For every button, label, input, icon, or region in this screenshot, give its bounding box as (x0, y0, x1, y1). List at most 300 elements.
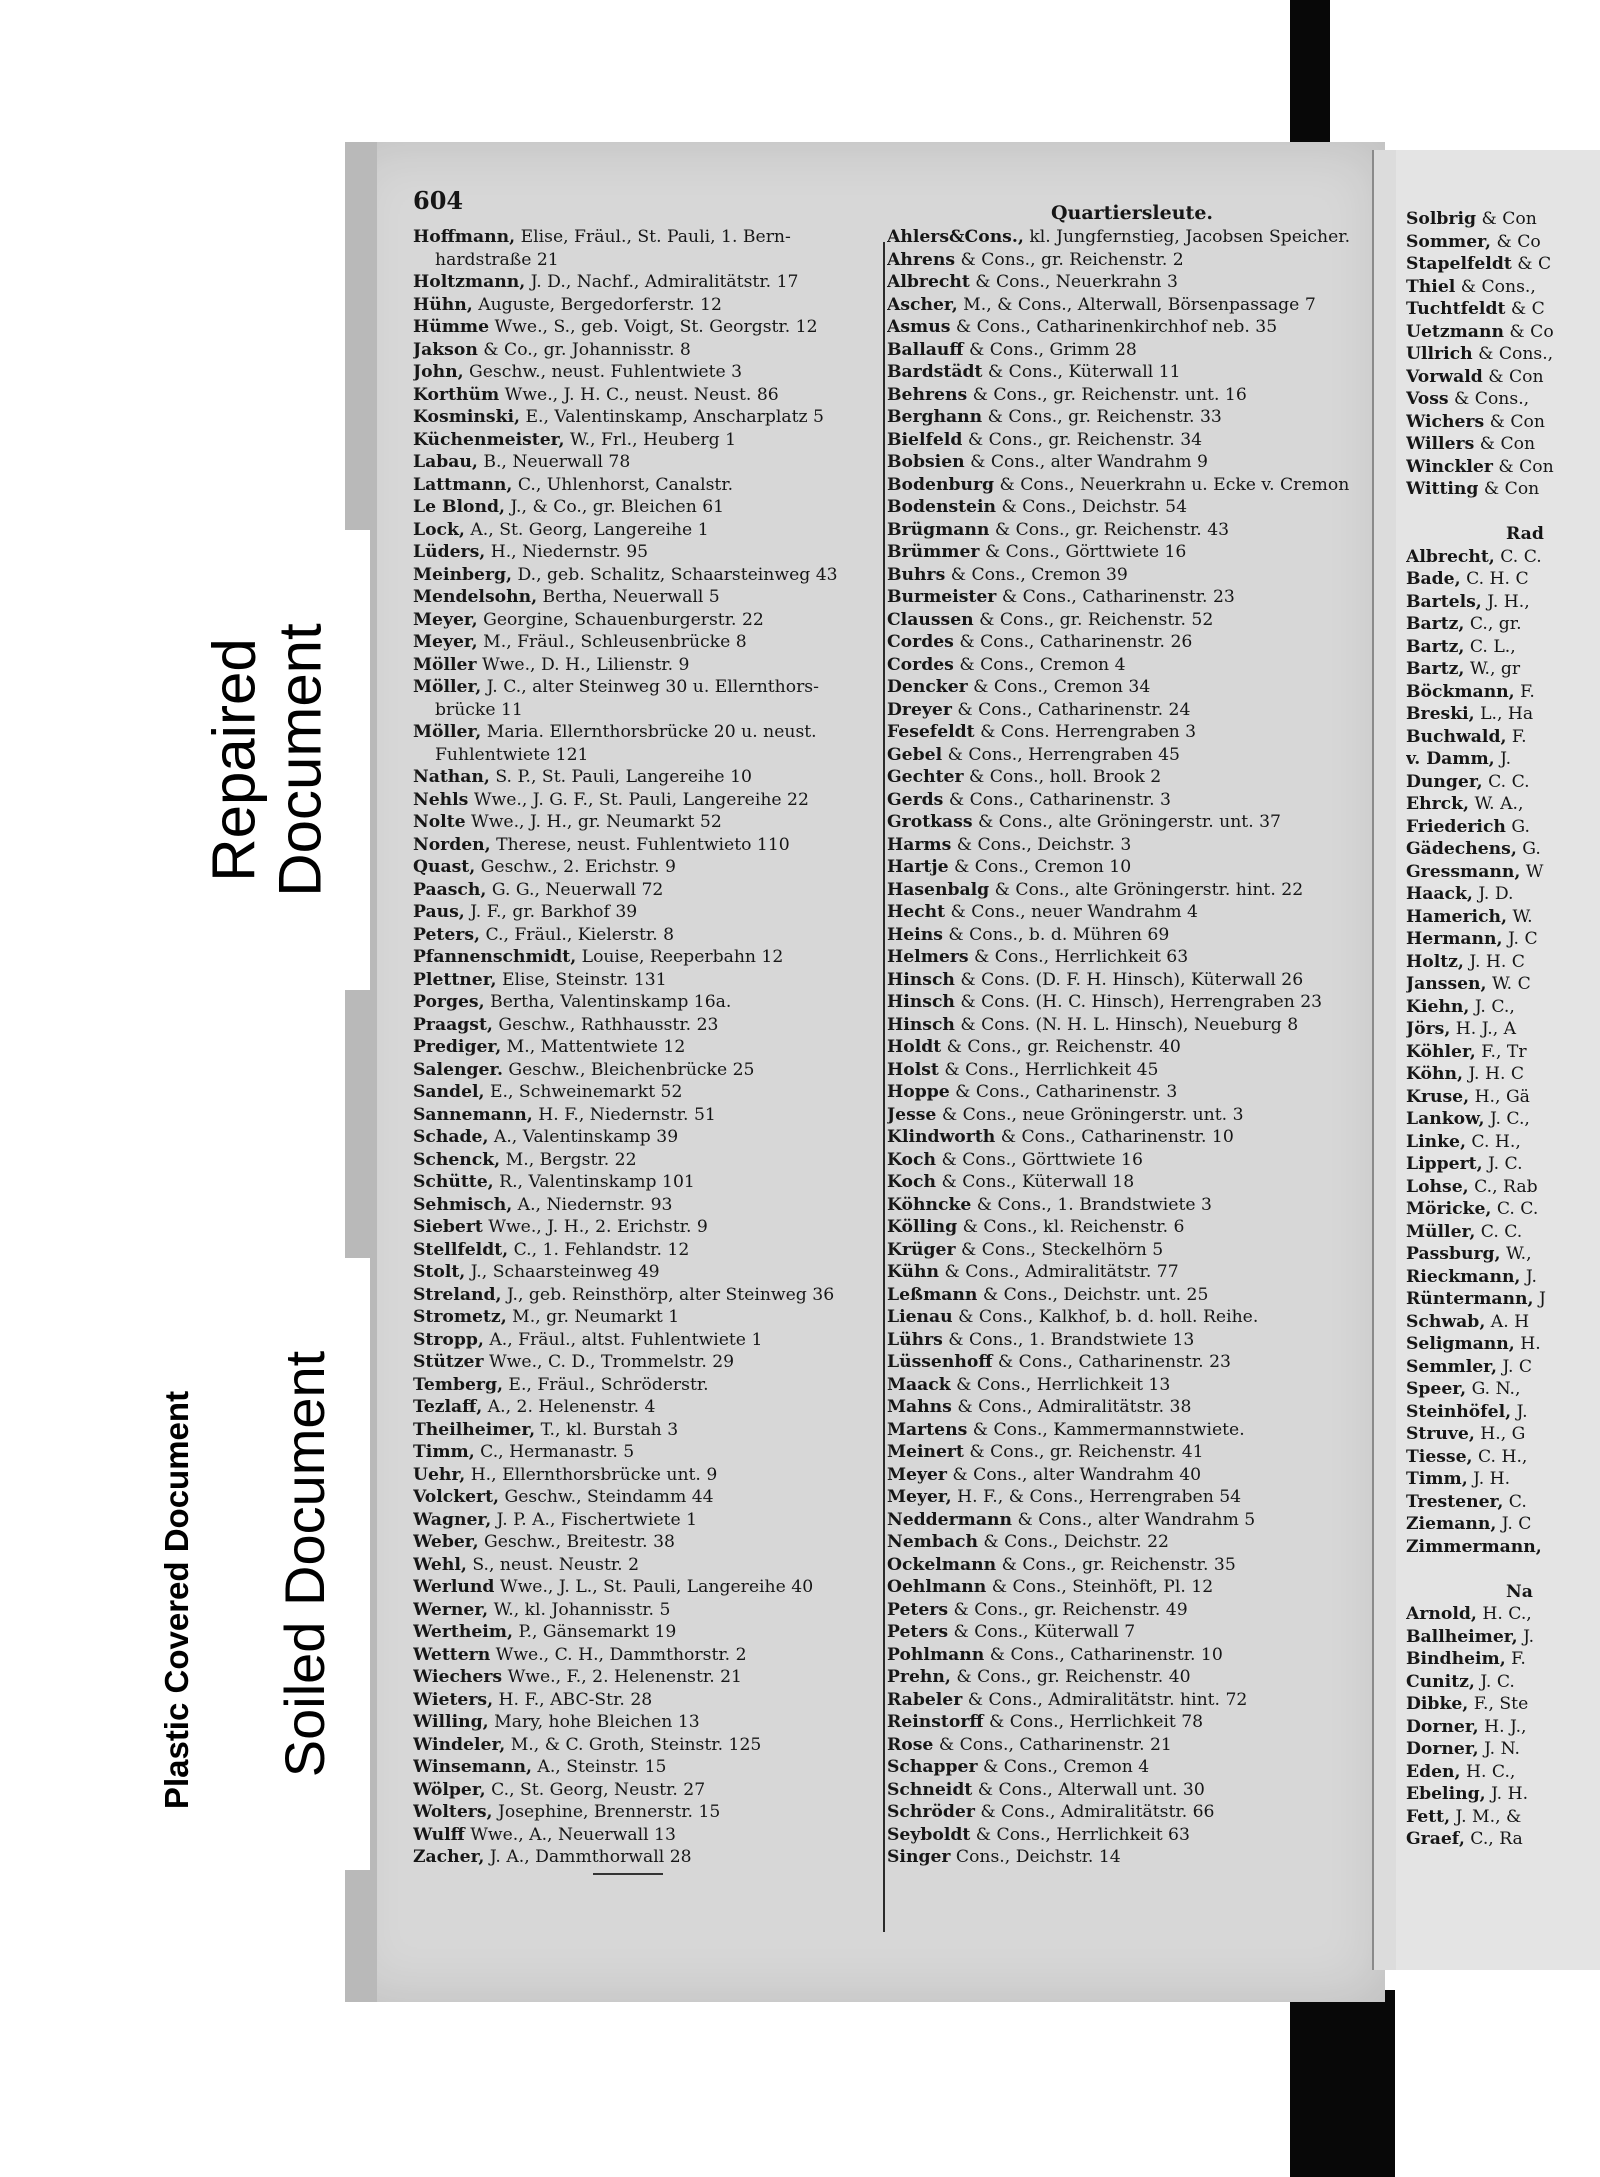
entry-details: W., (1506, 1244, 1532, 1264)
quartiersleute-entry (887, 249, 1377, 272)
entry-name: Prediger, (413, 1037, 502, 1057)
directory-entry (413, 1644, 878, 1667)
adjacent-entry (1406, 1311, 1554, 1334)
entry-name: Holtzmann, (413, 272, 526, 292)
entry-details: & Cons., kl. Reichenstr. 6 (962, 1217, 1185, 1237)
entry-name: Kiehn, (1406, 996, 1470, 1017)
quartiersleute-entry (887, 1329, 1377, 1352)
directory-entry (413, 1194, 878, 1217)
entry-details: & Cons., Catharinenstr. 3 (948, 789, 1171, 810)
entry-name: Kruse, (1406, 1086, 1470, 1107)
entry-details: A., Valentinskamp 39 (493, 1127, 679, 1147)
quartiersleute-entry (887, 721, 1377, 744)
adjacent-entry (1406, 1221, 1554, 1244)
entry-details: J. H. (1491, 1784, 1529, 1804)
entry-details: J. H. C (1468, 1064, 1525, 1084)
entry-details: & Cons., 1. Brandstwiete 3 (976, 1194, 1212, 1215)
entry-name: Thiel (1406, 276, 1456, 297)
adjacent-entry (1406, 928, 1554, 951)
entry-details: & Cons., Görttwiete 16 (984, 542, 1187, 562)
entry-details: H. F., Niedernstr. 51 (538, 1104, 716, 1125)
quartiersleute-entry (887, 1554, 1377, 1577)
directory-entry (413, 474, 878, 497)
entry-name: Koch (887, 1149, 936, 1170)
entry-details: G. (1522, 839, 1541, 859)
directory-entry (413, 676, 878, 699)
entry-name: Meyer, (413, 609, 478, 630)
entry-name: Wagner, (413, 1509, 492, 1530)
directory-entry (413, 1014, 878, 1037)
entry-name: Struve, (1406, 1424, 1475, 1444)
entry-details: Wwe., D. H., Lilienstr. 9 (482, 654, 690, 675)
entry-name: Dunger, (1406, 771, 1483, 792)
entry-name: Wölper, (413, 1779, 486, 1800)
adjacent-entry (1406, 973, 1554, 996)
entry-details: J. C., (1474, 996, 1515, 1017)
entry-name: Streland, (413, 1284, 502, 1305)
entry-details: Georgine, Schauenburgerstr. 22 (483, 609, 764, 630)
directory-entry (413, 1779, 878, 1802)
entry-name: Nathan, (413, 767, 490, 787)
entry-name: Hamerich, (1406, 906, 1508, 927)
entry-details: C., 1. Fehlandstr. 12 (513, 1239, 690, 1260)
entry-details: C. H., (1478, 1446, 1528, 1467)
directory-entry (413, 1441, 878, 1464)
entry-name: Wertheim, (413, 1622, 513, 1642)
entry-details: & Cons., Küterwall 7 (953, 1622, 1136, 1642)
entry-details: & Cons., Herrlichkeit 63 (974, 947, 1189, 967)
quartiersleute-entry (887, 271, 1377, 294)
entry-name: Meyer, (887, 1487, 952, 1507)
entry-details: & Cons., Catharinenstr. 10 (1000, 1127, 1234, 1147)
entry-name: Le Blond, (413, 497, 506, 517)
entry-details: & Cons., Küterwall 18 (941, 1172, 1135, 1192)
entry-name: Helmers (887, 947, 969, 967)
plastic-label-text: Plastic Covered Document (158, 1390, 195, 1810)
entry-name: Buchwald, (1406, 726, 1507, 747)
directory-entry (413, 1216, 878, 1239)
entry-details: J. P. A., Fischertwiete 1 (496, 1509, 698, 1530)
entry-details: & Cons., Alterwall unt. 30 (977, 1779, 1205, 1800)
quartiersleute-entry (887, 1846, 1377, 1869)
entry-name: Hasenbalg (887, 879, 990, 900)
entry-name: Winckler (1406, 456, 1493, 477)
entry-name: Trestener, (1406, 1491, 1504, 1512)
directory-entry (413, 1351, 878, 1374)
quartiersleute-entry (887, 1171, 1377, 1194)
directory-entry (413, 631, 878, 654)
quartiersleute-entry (887, 1779, 1377, 1802)
directory-entry (413, 1104, 878, 1127)
entry-details: & Cons., Cremon 34 (973, 677, 1151, 697)
directory-entry (413, 1419, 878, 1442)
entry-name: Gechter (887, 767, 964, 787)
adjacent-entry (1406, 1761, 1554, 1784)
adjacent-entry (1406, 1491, 1554, 1514)
adjacent-entry (1406, 1333, 1554, 1356)
entry-name: Oehlmann (887, 1577, 987, 1597)
entry-details: & Co., gr. Johannisstr. 8 (483, 339, 691, 360)
entry-name: Hinsch (887, 969, 955, 990)
entry-name: Labau, (413, 452, 478, 472)
directory-entry (413, 609, 878, 632)
entry-details: M., & C. Groth, Steinstr. 125 (510, 1734, 762, 1755)
entry-details: J (1538, 1289, 1546, 1309)
entry-details: & Cons., gr. Reichenstr. unt. 16 (972, 384, 1247, 405)
directory-entry (413, 766, 878, 789)
entry-details: & Cons., gr. Reichenstr. 41 (969, 1442, 1204, 1462)
quartiersleute-entry (887, 1261, 1377, 1284)
directory-entry (413, 969, 878, 992)
entry-details: Geschw., Steindamm 44 (504, 1487, 714, 1507)
quartiersleute-entry (887, 586, 1377, 609)
entry-name: Porges, (413, 992, 485, 1012)
entry-details: & Cons., Grimm 28 (968, 339, 1137, 360)
entry-details: H. F., & Cons., Herrengraben 54 (957, 1487, 1242, 1507)
entry-details: Bertha, Valentinskamp 16a. (490, 992, 732, 1012)
entry-details: B., Neuerwall 78 (483, 452, 631, 472)
directory-entry (413, 271, 878, 294)
entry-name: Schenck, (413, 1149, 501, 1170)
quartiersleute-entry (887, 1576, 1377, 1599)
entry-details: A. H (1490, 1311, 1530, 1332)
entry-details: & Cons., Kammermannstwiete. (972, 1419, 1245, 1440)
entry-name: Temberg, (413, 1374, 503, 1395)
entry-details: J. M., & (1455, 1806, 1522, 1827)
quartiersleute-entry (887, 1621, 1377, 1644)
entry-details: J. (1516, 1401, 1528, 1422)
entry-name: Müller, (1406, 1221, 1476, 1242)
adjacent-entry (1406, 1828, 1554, 1851)
entry-name: Buhrs (887, 564, 946, 585)
adjacent-entry (1406, 658, 1554, 681)
entry-details: C. H. C (1466, 569, 1529, 589)
page-number: 604 (413, 186, 464, 215)
entry-details: & Cons., Görttwiete 16 (941, 1149, 1143, 1170)
entry-name: Dorner, (1406, 1716, 1479, 1737)
entry-details: & C (1510, 299, 1545, 319)
entry-name: Bielfeld (887, 429, 963, 450)
entry-name: Willing, (413, 1712, 489, 1732)
quartiersleute-entry (887, 1194, 1377, 1217)
quartiersleute-entry (887, 879, 1377, 902)
quartiersleute-entry (887, 654, 1377, 677)
adjacent-entry (1406, 321, 1554, 344)
adjacent-entry (1406, 568, 1554, 591)
entry-details: H. C., (1482, 1604, 1532, 1624)
directory-entry (413, 1711, 878, 1734)
quartiersleute-entry (887, 1644, 1377, 1667)
quartiersleute-entry (887, 1486, 1377, 1509)
entry-name: v. Damm, (1406, 749, 1495, 769)
entry-name: Theilheimer, (413, 1419, 536, 1440)
entry-name: Maack (887, 1374, 951, 1395)
entry-details: & Cons. Herrengraben 3 (980, 722, 1197, 742)
quartiersleute-entry (887, 1059, 1377, 1082)
entry-name: Gressmann, (1406, 861, 1521, 882)
entry-details: Geschw., Breitestr. 38 (484, 1532, 675, 1552)
entry-details: C. L., (1469, 636, 1516, 657)
section-heading: Quartiersleute. (1050, 202, 1214, 224)
adjacent-entry (1406, 861, 1554, 884)
entry-details: J. C., (1489, 1109, 1530, 1129)
entry-details: Mary, hohe Bleichen 13 (494, 1712, 700, 1732)
entry-details: Wwe., J. G. F., St. Pauli, Langereihe 22 (473, 789, 809, 810)
entry-name: Ballauff (887, 339, 964, 360)
entry-details: & Cons., Catharinenstr. 21 (938, 1734, 1172, 1755)
directory-entry (413, 451, 878, 474)
quartiersleute-entry (887, 856, 1377, 879)
entry-name: Nehls (413, 789, 469, 810)
entry-details: J., geb. Reinsthörp, alter Steinweg 36 (506, 1284, 835, 1305)
entry-details: Bertha, Neuerwall 5 (542, 587, 720, 607)
entry-name: Plettner, (413, 969, 497, 990)
entry-name: Lippert, (1406, 1154, 1483, 1174)
entry-name: Brümmer (887, 542, 980, 562)
adjacent-entry (1406, 411, 1554, 434)
entry-name: Semmler, (1406, 1356, 1497, 1377)
directory-entry (413, 1621, 878, 1644)
entry-details: E., Schweinemarkt 52 (489, 1082, 683, 1102)
adjacent-entry (1406, 1513, 1554, 1536)
directory-entry (413, 586, 878, 609)
quartiersleute-entry (887, 1666, 1377, 1689)
quartiersleute-entry (887, 1104, 1377, 1127)
entry-name: Berghann (887, 407, 983, 427)
entry-name: Claussen (887, 609, 974, 630)
entry-details: & Cons., Herrlichkeit 78 (988, 1712, 1204, 1732)
directory-entry (413, 1689, 878, 1712)
entry-details: & Cons., Herrengraben 45 (947, 744, 1180, 765)
entry-name: Fett, (1406, 1806, 1451, 1827)
directory-entry (413, 406, 878, 429)
directory-entry (413, 361, 878, 384)
entry-details: & Cons. (H. C. Hinsch), Herrengraben 23 (960, 992, 1323, 1012)
entry-details: Geschw., Bleichenbrücke 25 (508, 1059, 755, 1080)
directory-entry (413, 811, 878, 834)
entry-name: Meyer, (413, 632, 478, 652)
adjacent-entry (1406, 771, 1554, 794)
entry-name: Peters, (413, 924, 480, 945)
entry-name: Köhn, (1406, 1064, 1464, 1084)
entry-name: Schapper (887, 1757, 978, 1777)
directory-entry (413, 1666, 878, 1689)
entry-details: & Cons., b. d. Mühren 69 (948, 924, 1170, 945)
quartiersleute-entry (887, 991, 1377, 1014)
entry-details: & Cons., Herrlichkeit 45 (944, 1059, 1159, 1080)
entry-details: F. (1511, 1649, 1526, 1669)
entry-details: & Cons., neue Gröningerstr. unt. 3 (941, 1104, 1244, 1125)
entry-details: & Cons., Neuerkrahn 3 (975, 272, 1178, 292)
entry-details: & Cons., Catharinenstr. 23 (1001, 587, 1235, 607)
quartiersleute-entry (887, 1284, 1377, 1307)
adjacent-entry (1406, 1446, 1554, 1469)
entry-name: Vorwald (1406, 366, 1483, 387)
entry-name: Wolters, (413, 1802, 493, 1822)
entry-name: Jakson (413, 339, 478, 360)
entry-name: Wulff (413, 1824, 465, 1845)
quartiersleute-entry (887, 969, 1377, 992)
entry-details: Wwe., J. H., gr. Neumarkt 52 (471, 812, 722, 832)
entry-details: P., Gänsemarkt 19 (518, 1622, 677, 1642)
adjacent-entry (1406, 591, 1554, 614)
entry-details: S. P., St. Pauli, Langereihe 10 (495, 767, 752, 787)
entry-name: Hühn, (413, 294, 473, 315)
entry-name: Passburg, (1406, 1244, 1501, 1264)
entry-details: C., Uhlenhorst, Canalstr. (517, 474, 734, 495)
entry-details: & C (1517, 254, 1552, 274)
entry-name: Gerds (887, 789, 944, 810)
repaired-label-line1: Repaired (200, 638, 268, 882)
entry-details: & Cons., Catharinenstr. 24 (957, 699, 1191, 720)
entry-details: M., Bergstr. 22 (505, 1149, 637, 1170)
entry-details: & Cons., 1. Brandstwiete 13 (948, 1329, 1195, 1350)
adjacent-entry (1406, 703, 1554, 726)
directory-entry (413, 226, 878, 249)
entry-name: Lührs (887, 1329, 943, 1350)
entry-details: J. C. (1488, 1154, 1523, 1174)
entry-name: Linke, (1406, 1131, 1466, 1152)
entry-name: Timm, (1406, 1469, 1468, 1489)
entry-details: & Cons., alte Gröningerstr. unt. 37 (978, 812, 1281, 832)
repaired-label-line2: Document (266, 623, 334, 897)
entry-name: Klindworth (887, 1127, 996, 1147)
entry-details: & Co (1496, 231, 1541, 252)
entry-name: Lohse, (1406, 1176, 1469, 1197)
quartiersleute-entry (887, 924, 1377, 947)
entry-details: H., G (1480, 1424, 1526, 1444)
adjacent-entry (1406, 433, 1554, 456)
entry-details: W., kl. Johannisstr. 5 (493, 1599, 671, 1620)
adjacent-entry (1406, 276, 1554, 299)
entry-details: J. H. (1473, 1469, 1511, 1489)
adjacent-entry (1406, 883, 1554, 906)
adjacent-entry (1406, 1041, 1554, 1064)
entry-details: & Cons., Cremon 4 (983, 1757, 1150, 1777)
adjacent-entry (1406, 1693, 1554, 1716)
entry-name: Hinsch (887, 1014, 955, 1035)
directory-entry (413, 316, 878, 339)
entry-details: & Cons., gr. Reichenstr. 43 (994, 519, 1230, 540)
entry-details: & Cons., Deichstr. unt. 25 (982, 1284, 1209, 1305)
entry-details: J. A., Dammthorwall 28 (489, 1847, 692, 1867)
entry-name: Ebeling, (1406, 1784, 1486, 1804)
entry-details: & Cons., Admiralitätstr. 77 (944, 1262, 1179, 1282)
adjacent-entry (1406, 1468, 1554, 1491)
directory-entry (413, 654, 878, 677)
column-divider (883, 242, 885, 1932)
entry-details: C., Hermanastr. 5 (480, 1442, 635, 1462)
entry-name: Strometz, (413, 1307, 507, 1327)
entry-name: Schneidt (887, 1779, 973, 1800)
quartiersleute-entry (887, 1509, 1377, 1532)
entry-details: & Cons., (1460, 276, 1536, 297)
entry-details: & Cons., holl. Brook 2 (968, 767, 1162, 787)
entry-name: Uehr, (413, 1464, 466, 1485)
entry-name: Salenger. (413, 1059, 503, 1080)
adjacent-entry (1406, 1716, 1554, 1739)
entry-name: Weber, (413, 1532, 479, 1552)
entry-name: Albrecht, (1406, 546, 1495, 567)
entry-name: Ullrich (1406, 344, 1473, 364)
entry-details: & Cons., (1454, 389, 1530, 409)
entry-name: Willers (1406, 434, 1475, 454)
adjacent-entry (1406, 388, 1554, 411)
adjacent-entry (1406, 1288, 1554, 1311)
entry-name: Kosminski, (413, 407, 521, 427)
entry-name: Praagst, (413, 1014, 493, 1035)
entry-name: Solbrig (1406, 209, 1477, 229)
entry-details: C. C. (1500, 546, 1542, 567)
entry-details: F. (1520, 681, 1535, 702)
directory-entry (413, 901, 878, 924)
entry-name: Cunitz, (1406, 1671, 1475, 1692)
entry-details: & Cons., Steckelhörn 5 (960, 1239, 1164, 1260)
quartiersleute-entry (887, 1711, 1377, 1734)
entry-name: Mahns (887, 1397, 952, 1417)
entry-details: Josephine, Brennerstr. 15 (497, 1802, 721, 1822)
entry-details: G. (1511, 816, 1530, 837)
entry-name: Windeler, (413, 1734, 506, 1755)
entry-name: Stellfeldt, (413, 1239, 509, 1260)
quartiersleute-entry (887, 1149, 1377, 1172)
entry-name: Neddermann (887, 1509, 1012, 1530)
directory-entry (413, 1171, 878, 1194)
quartiersleute-entry (887, 1036, 1377, 1059)
adjacent-entry (1406, 478, 1554, 501)
adjacent-entry (1406, 231, 1554, 254)
entry-details: W. (1512, 906, 1533, 927)
entry-details: J., & Co., gr. Bleichen 61 (510, 497, 725, 517)
entry-details: Elise, Fräul., St. Pauli, 1. Bern- (520, 227, 791, 247)
entry-name: Winsemann, (413, 1757, 532, 1777)
directory-entry (413, 496, 878, 519)
entry-details: & Cons., gr. Reichenstr. 52 (979, 609, 1214, 630)
quartiersleute-entry (887, 834, 1377, 857)
entry-name: Volckert, (413, 1487, 500, 1507)
entry-name: Seyboldt (887, 1824, 971, 1845)
entry-name: Prehn, (887, 1667, 951, 1687)
entry-details: M., & Cons., Alterwall, Börsenpassage 7 (963, 294, 1316, 315)
entry-details: C. C. (1496, 1199, 1539, 1219)
entry-name: Dreyer (887, 699, 952, 720)
entry-name: Tuchtfeldt (1406, 299, 1506, 319)
entry-name: Möricke, (1406, 1199, 1492, 1219)
entry-name: Burmeister (887, 587, 997, 607)
quartiersleute-entry (887, 1351, 1377, 1374)
entry-details: H. (1520, 1334, 1541, 1354)
entry-details: & Cons., Herrlichkeit 63 (975, 1824, 1190, 1845)
entry-details: Louise, Reeperbahn 12 (581, 947, 784, 967)
adjacent-entry (1406, 1018, 1554, 1041)
entry-name: Sommer, (1406, 231, 1491, 252)
entry-name: Bartels, (1406, 591, 1482, 612)
entry-name: Nolte (413, 812, 466, 832)
entry-details: J. C. (1480, 1671, 1515, 1692)
entry-name: Küchenmeister, (413, 429, 565, 450)
column-gap (1406, 1558, 1554, 1581)
quartiersleute-entry (887, 1126, 1377, 1149)
entry-details: Wwe., F., 2. Helenenstr. 21 (507, 1667, 742, 1687)
adjacent-entry (1406, 996, 1554, 1019)
adjacent-entry (1406, 636, 1554, 659)
entry-details: Cons., Deichstr. 14 (955, 1847, 1121, 1867)
entry-details: & Cons., alter Wandrahm 40 (952, 1464, 1202, 1485)
entry-details: D., geb. Schalitz, Schaarsteinweg 43 (517, 564, 838, 585)
entry-details: G. N., (1471, 1379, 1521, 1399)
entry-name: Bobsien (887, 452, 965, 472)
entry-name: Voss (1406, 389, 1449, 409)
